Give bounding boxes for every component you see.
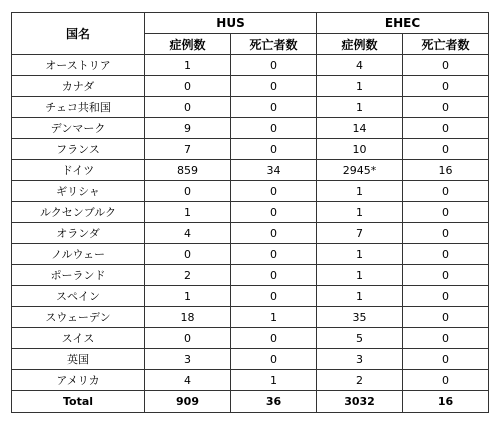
table-row [12, 223, 489, 244]
cell-ehec-deaths: 0 [403, 244, 489, 265]
cell-hus-deaths: 0 [231, 223, 317, 244]
cell-country: ノルウェー [12, 244, 145, 265]
cell-ehec-cases: 1 [317, 76, 403, 97]
total-ehec-cases: 3032 [317, 391, 403, 413]
table-row [12, 307, 489, 328]
cell-hus-deaths: 0 [231, 97, 317, 118]
cell-ehec-cases: 1 [317, 97, 403, 118]
cell-hus-deaths: 0 [231, 202, 317, 223]
cell-country: ドイツ [12, 160, 145, 181]
cell-hus-cases: 9 [145, 118, 231, 139]
cell-hus-cases: 0 [145, 76, 231, 97]
cell-hus-cases: 0 [145, 181, 231, 202]
cell-ehec-cases: 3 [317, 349, 403, 370]
cell-ehec-deaths: 0 [403, 139, 489, 160]
cell-hus-deaths: 0 [231, 181, 317, 202]
cell-country: デンマーク [12, 118, 145, 139]
cell-hus-deaths: 0 [231, 118, 317, 139]
cell-ehec-deaths: 0 [403, 55, 489, 76]
cell-ehec-cases: 4 [317, 55, 403, 76]
cell-ehec-deaths: 0 [403, 202, 489, 223]
header-country: 国名 [12, 13, 145, 55]
cell-hus-deaths: 0 [231, 55, 317, 76]
cell-hus-cases: 0 [145, 244, 231, 265]
table-row [12, 139, 489, 160]
cell-ehec-deaths: 0 [403, 97, 489, 118]
total-label: Total [12, 391, 145, 413]
cell-country: ギリシャ [12, 181, 145, 202]
cell-ehec-deaths: 0 [403, 118, 489, 139]
cell-hus-cases: 859 [145, 160, 231, 181]
cell-hus-cases: 4 [145, 370, 231, 391]
cell-country: ルクセンブルク [12, 202, 145, 223]
cell-hus-cases: 1 [145, 55, 231, 76]
table-total-row [12, 391, 489, 413]
case-table-container [11, 12, 489, 413]
table-row [12, 202, 489, 223]
cell-ehec-deaths: 0 [403, 76, 489, 97]
header-ehec-deaths: 死亡者数 [403, 34, 489, 55]
cell-ehec-cases: 2 [317, 370, 403, 391]
cell-ehec-cases: 2945* [317, 160, 403, 181]
table-row [12, 118, 489, 139]
cell-hus-cases: 2 [145, 265, 231, 286]
cell-ehec-deaths: 0 [403, 265, 489, 286]
table-row [12, 328, 489, 349]
cell-ehec-cases: 1 [317, 181, 403, 202]
cell-hus-cases: 1 [145, 286, 231, 307]
cell-hus-cases: 1 [145, 202, 231, 223]
cell-hus-deaths: 0 [231, 286, 317, 307]
cell-country: スペイン [12, 286, 145, 307]
cell-hus-deaths: 0 [231, 328, 317, 349]
cell-ehec-cases: 1 [317, 244, 403, 265]
cell-country: ポーランド [12, 265, 145, 286]
cell-ehec-deaths: 16 [403, 160, 489, 181]
cell-ehec-deaths: 0 [403, 349, 489, 370]
header-group-hus: HUS [145, 13, 317, 34]
cell-country: 英国 [12, 349, 145, 370]
table-row [12, 244, 489, 265]
header-ehec-cases: 症例数 [317, 34, 403, 55]
cell-ehec-deaths: 0 [403, 286, 489, 307]
table-row [12, 97, 489, 118]
cell-country: オランダ [12, 223, 145, 244]
table-row [12, 181, 489, 202]
cell-hus-deaths: 0 [231, 139, 317, 160]
cell-hus-deaths: 0 [231, 265, 317, 286]
cell-ehec-cases: 7 [317, 223, 403, 244]
cell-ehec-deaths: 0 [403, 223, 489, 244]
cell-hus-deaths: 0 [231, 244, 317, 265]
cell-ehec-cases: 35 [317, 307, 403, 328]
table-row [12, 286, 489, 307]
cell-ehec-cases: 1 [317, 286, 403, 307]
cell-ehec-deaths: 0 [403, 307, 489, 328]
cell-ehec-cases: 10 [317, 139, 403, 160]
cell-country: フランス [12, 139, 145, 160]
cell-country: オーストリア [12, 55, 145, 76]
cell-ehec-deaths: 0 [403, 328, 489, 349]
table-row [12, 76, 489, 97]
total-hus-cases: 909 [145, 391, 231, 413]
cell-ehec-cases: 14 [317, 118, 403, 139]
cell-hus-cases: 18 [145, 307, 231, 328]
header-group-ehec: EHEC [317, 13, 489, 34]
cell-country: カナダ [12, 76, 145, 97]
table-row [12, 160, 489, 181]
case-table [11, 12, 489, 413]
cell-country: スイス [12, 328, 145, 349]
cell-hus-cases: 3 [145, 349, 231, 370]
header-hus-cases: 症例数 [145, 34, 231, 55]
cell-hus-deaths: 0 [231, 349, 317, 370]
cell-country: チェコ共和国 [12, 97, 145, 118]
header-hus-deaths: 死亡者数 [231, 34, 317, 55]
cell-ehec-cases: 1 [317, 202, 403, 223]
cell-country: スウェーデン [12, 307, 145, 328]
cell-hus-cases: 0 [145, 328, 231, 349]
table-row [12, 370, 489, 391]
cell-hus-deaths: 1 [231, 370, 317, 391]
cell-hus-cases: 0 [145, 97, 231, 118]
cell-hus-deaths: 34 [231, 160, 317, 181]
cell-hus-deaths: 0 [231, 76, 317, 97]
cell-ehec-deaths: 0 [403, 181, 489, 202]
cell-ehec-deaths: 0 [403, 370, 489, 391]
table-row [12, 349, 489, 370]
cell-ehec-cases: 5 [317, 328, 403, 349]
cell-hus-cases: 4 [145, 223, 231, 244]
table-row [12, 55, 489, 76]
cell-hus-cases: 7 [145, 139, 231, 160]
total-ehec-deaths: 16 [403, 391, 489, 413]
table-row [12, 265, 489, 286]
cell-ehec-cases: 1 [317, 265, 403, 286]
cell-country: アメリカ [12, 370, 145, 391]
cell-hus-deaths: 1 [231, 307, 317, 328]
total-hus-deaths: 36 [231, 391, 317, 413]
